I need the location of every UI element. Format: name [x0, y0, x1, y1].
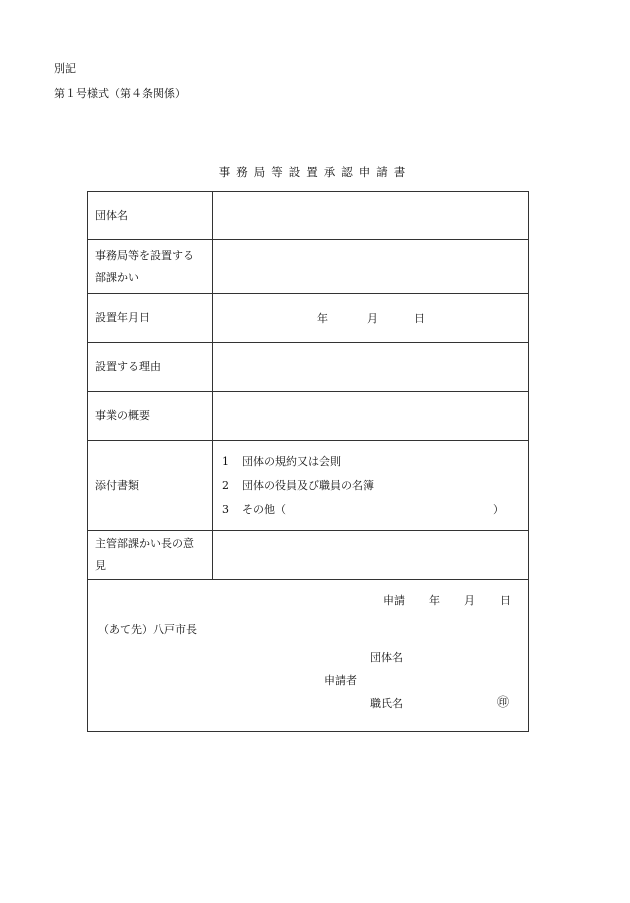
attachment-number: 1: [222, 454, 229, 468]
row-group-name: [88, 192, 529, 240]
field-group-name[interactable]: [213, 192, 529, 240]
date-day-unit: 日: [414, 312, 425, 325]
label-department-line2: 部課かい: [95, 270, 139, 284]
label-reason: 設置する理由: [88, 343, 213, 392]
label-department: [88, 240, 213, 294]
attachment-item: [222, 474, 528, 498]
footer-addressee: （あて先）八戸市長: [98, 623, 197, 636]
field-reason[interactable]: [213, 343, 529, 392]
attachment-number: 2: [222, 478, 229, 492]
row-department: [88, 240, 529, 294]
footer-group-name-label: 団体名: [370, 651, 403, 664]
footer-year: 年: [429, 594, 440, 607]
field-department[interactable]: [213, 240, 529, 294]
field-setup-date[interactable]: [213, 294, 529, 343]
seal-icon: ㊞: [497, 695, 510, 709]
application-form-table: [87, 191, 529, 732]
row-attachments: [88, 441, 529, 531]
footer-month: 月: [464, 594, 475, 607]
footer-day: 日: [500, 594, 511, 607]
attachment-text: その他（: [242, 502, 286, 516]
attachment-item: [222, 450, 528, 474]
header-annex-label: 別記: [54, 62, 76, 75]
footer-application-label: 申請: [383, 594, 405, 607]
date-year-unit: 年: [317, 312, 328, 325]
label-department-line1: 事務局等を設置する: [95, 248, 194, 262]
attachment-number: 3: [222, 502, 229, 516]
field-business-overview[interactable]: [213, 392, 529, 441]
attachment-text: 団体の役員及び職員の名簿: [242, 478, 374, 492]
footer-applicant-label: 申請者: [324, 674, 357, 687]
attachment-other-close-paren: ）: [493, 502, 504, 516]
label-opinion-line2: 見: [95, 559, 106, 572]
attachment-text: 団体の規約又は会則: [242, 454, 341, 468]
field-opinion[interactable]: [213, 531, 529, 580]
label-opinion-line1: 主管部課かい長の意: [95, 537, 194, 550]
row-opinion: [88, 531, 529, 580]
header-form-number: 第１号様式（第４条関係）: [54, 87, 186, 100]
label-attachments: 添付書類: [88, 441, 213, 531]
row-reason: [88, 343, 529, 392]
label-business-overview: 事業の概要: [88, 392, 213, 441]
row-business-overview: [88, 392, 529, 441]
label-setup-date: 設置年月日: [88, 294, 213, 343]
label-opinion: [88, 531, 213, 580]
footer-job-name-label: 職氏名: [370, 697, 403, 710]
row-setup-date: [88, 294, 529, 343]
attachment-item[interactable]: [222, 498, 528, 522]
field-attachments: [213, 441, 529, 531]
form-title: 事務局等設置承認申請書: [218, 165, 412, 179]
date-month-unit: 月: [367, 312, 378, 325]
label-group-name: 団体名: [88, 192, 213, 240]
footer-cell: [88, 580, 529, 732]
row-footer: [88, 580, 529, 732]
